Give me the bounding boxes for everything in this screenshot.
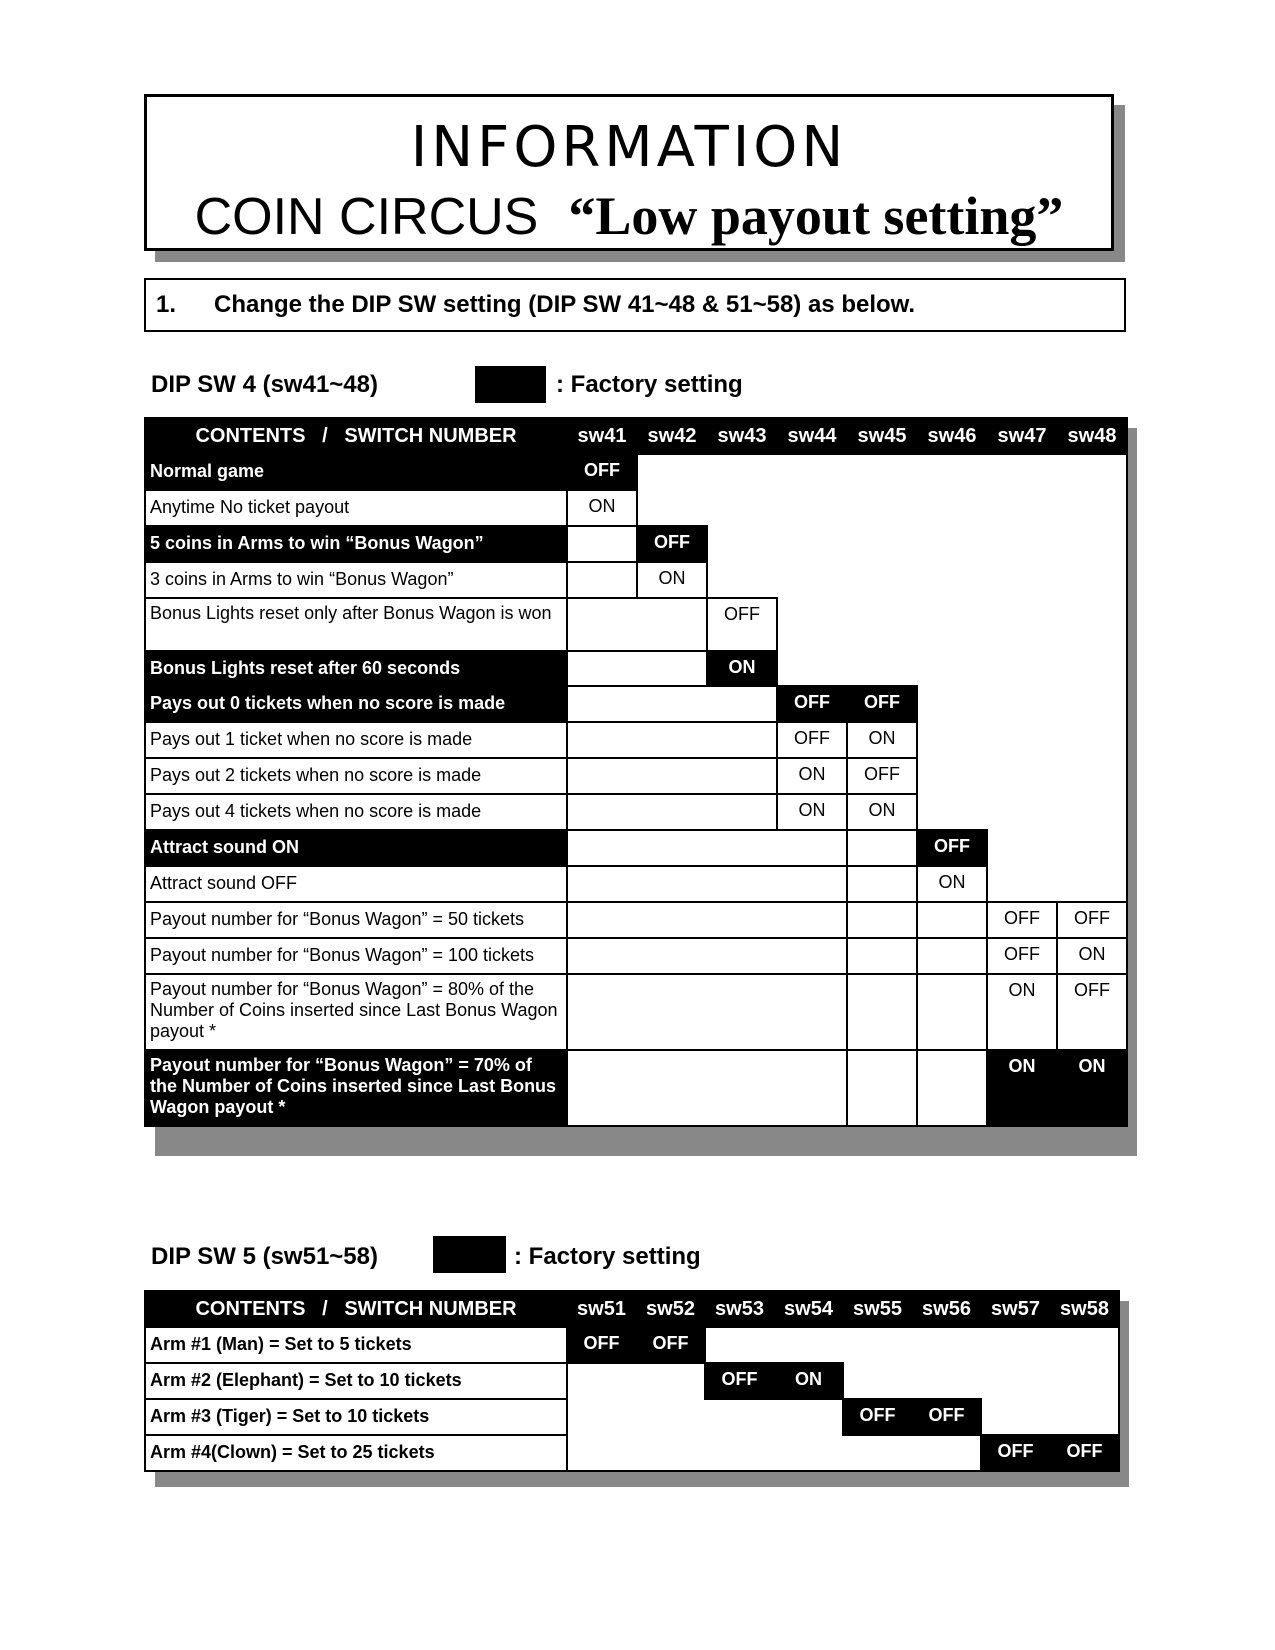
empty-cell [567,686,777,722]
setting-cell: OFF [567,1327,636,1363]
setting-cell: OFF [777,686,847,722]
step-number: 1. [156,291,177,318]
header-sw55: sw55 [843,1291,912,1327]
setting-cell: OFF [981,1435,1050,1471]
setting-cell: ON [567,490,637,526]
table-row: Payout number for “Bonus Wagon” = 70% of the Number of Coins inserted since Last Bonus Wagon payout * [145,1050,567,1126]
header-sw53: sw53 [705,1291,774,1327]
empty-cell [637,454,1127,526]
table-row: Arm #3 (Tiger) = Set to 10 tickets [145,1399,567,1435]
empty-cell [847,830,917,866]
title-coin-circus: COIN CIRCUS [194,188,539,246]
setting-cell: ON [637,562,707,598]
empty-cell [567,651,707,686]
setting-cell: OFF [847,758,917,794]
setting-cell: OFF [847,686,917,722]
table-row: 5 coins in Arms to win “Bonus Wagon” [145,526,567,562]
empty-cell [567,1050,847,1126]
table-row: Pays out 1 ticket when no score is made [145,722,567,758]
header-contents: CONTENTS / SWITCH NUMBER [145,418,567,454]
empty-cell [917,938,987,974]
title-information: INFORMATION [410,115,848,180]
table-row: 3 coins in Arms to win “Bonus Wagon” [145,562,567,598]
empty-cell [567,830,847,866]
empty-cell [567,526,637,562]
header-sw46: sw46 [917,418,987,454]
table-row: Attract sound OFF [145,866,567,902]
empty-cell [917,1050,987,1126]
table-row: Payout number for “Bonus Wagon” = 100 tickets [145,938,567,974]
setting-cell: OFF [843,1399,912,1435]
step-text: Change the DIP SW setting (DIP SW 41~48 & 51~58) as below. [214,291,916,318]
table-row: Pays out 4 tickets when no score is made [145,794,567,830]
dip-sw4-heading: DIP SW 4 (sw41~48) [151,371,378,398]
table-row: Bonus Lights reset after 60 seconds [145,651,567,686]
empty-cell [707,526,1127,598]
empty-cell [981,1399,1119,1435]
empty-cell [847,866,917,902]
empty-cell [567,1435,981,1471]
setting-cell: OFF [707,598,777,651]
header-sw56: sw56 [912,1291,981,1327]
setting-cell: OFF [567,454,637,490]
header-contents: CONTENTS / SWITCH NUMBER [145,1291,567,1327]
table-row: Payout number for “Bonus Wagon” = 80% of the Number of Coins inserted since Last Bonus Wagon payout * [145,974,567,1050]
empty-cell [567,722,777,758]
empty-cell [567,902,847,938]
setting-cell: ON [777,758,847,794]
title-low-payout: “Low payout setting” [568,186,1064,246]
setting-cell: OFF [917,830,987,866]
header-sw52: sw52 [636,1291,705,1327]
setting-cell: OFF [1050,1435,1119,1471]
dip-sw5-legend: : Factory setting [514,1243,701,1270]
header-sw45: sw45 [847,418,917,454]
empty-cell [917,902,987,938]
setting-cell: OFF [705,1363,774,1399]
empty-cell [567,974,847,1050]
empty-cell [987,830,1127,902]
empty-cell [705,1327,1119,1363]
setting-cell: OFF [987,902,1057,938]
setting-cell: ON [1057,1050,1127,1126]
table-row: Pays out 2 tickets when no score is made [145,758,567,794]
header-sw58: sw58 [1050,1291,1119,1327]
setting-cell: ON [774,1363,843,1399]
setting-cell: ON [707,651,777,686]
header-sw54: sw54 [774,1291,843,1327]
header-sw51: sw51 [567,1291,636,1327]
setting-cell: OFF [637,526,707,562]
setting-cell: ON [1057,938,1127,974]
dip-sw5-heading: DIP SW 5 (sw51~58) [151,1243,378,1270]
table-row: Payout number for “Bonus Wagon” = 50 tickets [145,902,567,938]
empty-cell [847,974,917,1050]
empty-cell [847,938,917,974]
setting-cell: OFF [987,938,1057,974]
empty-cell [567,1363,705,1399]
empty-cell [777,598,1127,686]
table-row: Arm #2 (Elephant) = Set to 10 tickets [145,1363,567,1399]
setting-cell: OFF [1057,974,1127,1050]
empty-cell [567,758,777,794]
setting-cell: ON [987,974,1057,1050]
header-sw42: sw42 [637,418,707,454]
setting-cell: OFF [1057,902,1127,938]
empty-cell [567,938,847,974]
empty-cell [567,562,637,598]
empty-cell [917,686,1127,830]
setting-cell: ON [777,794,847,830]
table-row: Arm #4(Clown) = Set to 25 tickets [145,1435,567,1471]
step-box [144,278,1126,332]
header-sw48: sw48 [1057,418,1127,454]
setting-cell: OFF [912,1399,981,1435]
table-row: Attract sound ON [145,830,567,866]
factory-setting-swatch [475,366,546,403]
dip-sw4-table [144,417,1128,1127]
empty-cell [843,1363,1119,1399]
header-sw47: sw47 [987,418,1057,454]
empty-cell [847,902,917,938]
table-row: Normal game [145,454,567,490]
dip-sw4-legend: : Factory setting [556,371,743,398]
factory-setting-swatch [433,1236,506,1273]
empty-cell [567,794,777,830]
title-box [144,94,1114,251]
dip-sw5-table [144,1290,1120,1472]
header-sw57: sw57 [981,1291,1050,1327]
setting-cell: OFF [777,722,847,758]
setting-cell: ON [917,866,987,902]
setting-cell: ON [847,722,917,758]
table-row: Arm #1 (Man) = Set to 5 tickets [145,1327,567,1363]
empty-cell [567,598,707,651]
table-row: Pays out 0 tickets when no score is made [145,686,567,722]
title-subtitle [147,185,1111,247]
table-row: Bonus Lights reset only after Bonus Wagon is won [145,598,567,651]
setting-cell: ON [987,1050,1057,1126]
setting-cell: OFF [636,1327,705,1363]
empty-cell [567,1399,843,1435]
setting-cell: ON [847,794,917,830]
table-row: Anytime No ticket payout [145,490,567,526]
empty-cell [847,1050,917,1126]
header-sw43: sw43 [707,418,777,454]
header-sw41: sw41 [567,418,637,454]
empty-cell [567,866,847,902]
header-sw44: sw44 [777,418,847,454]
empty-cell [917,974,987,1050]
